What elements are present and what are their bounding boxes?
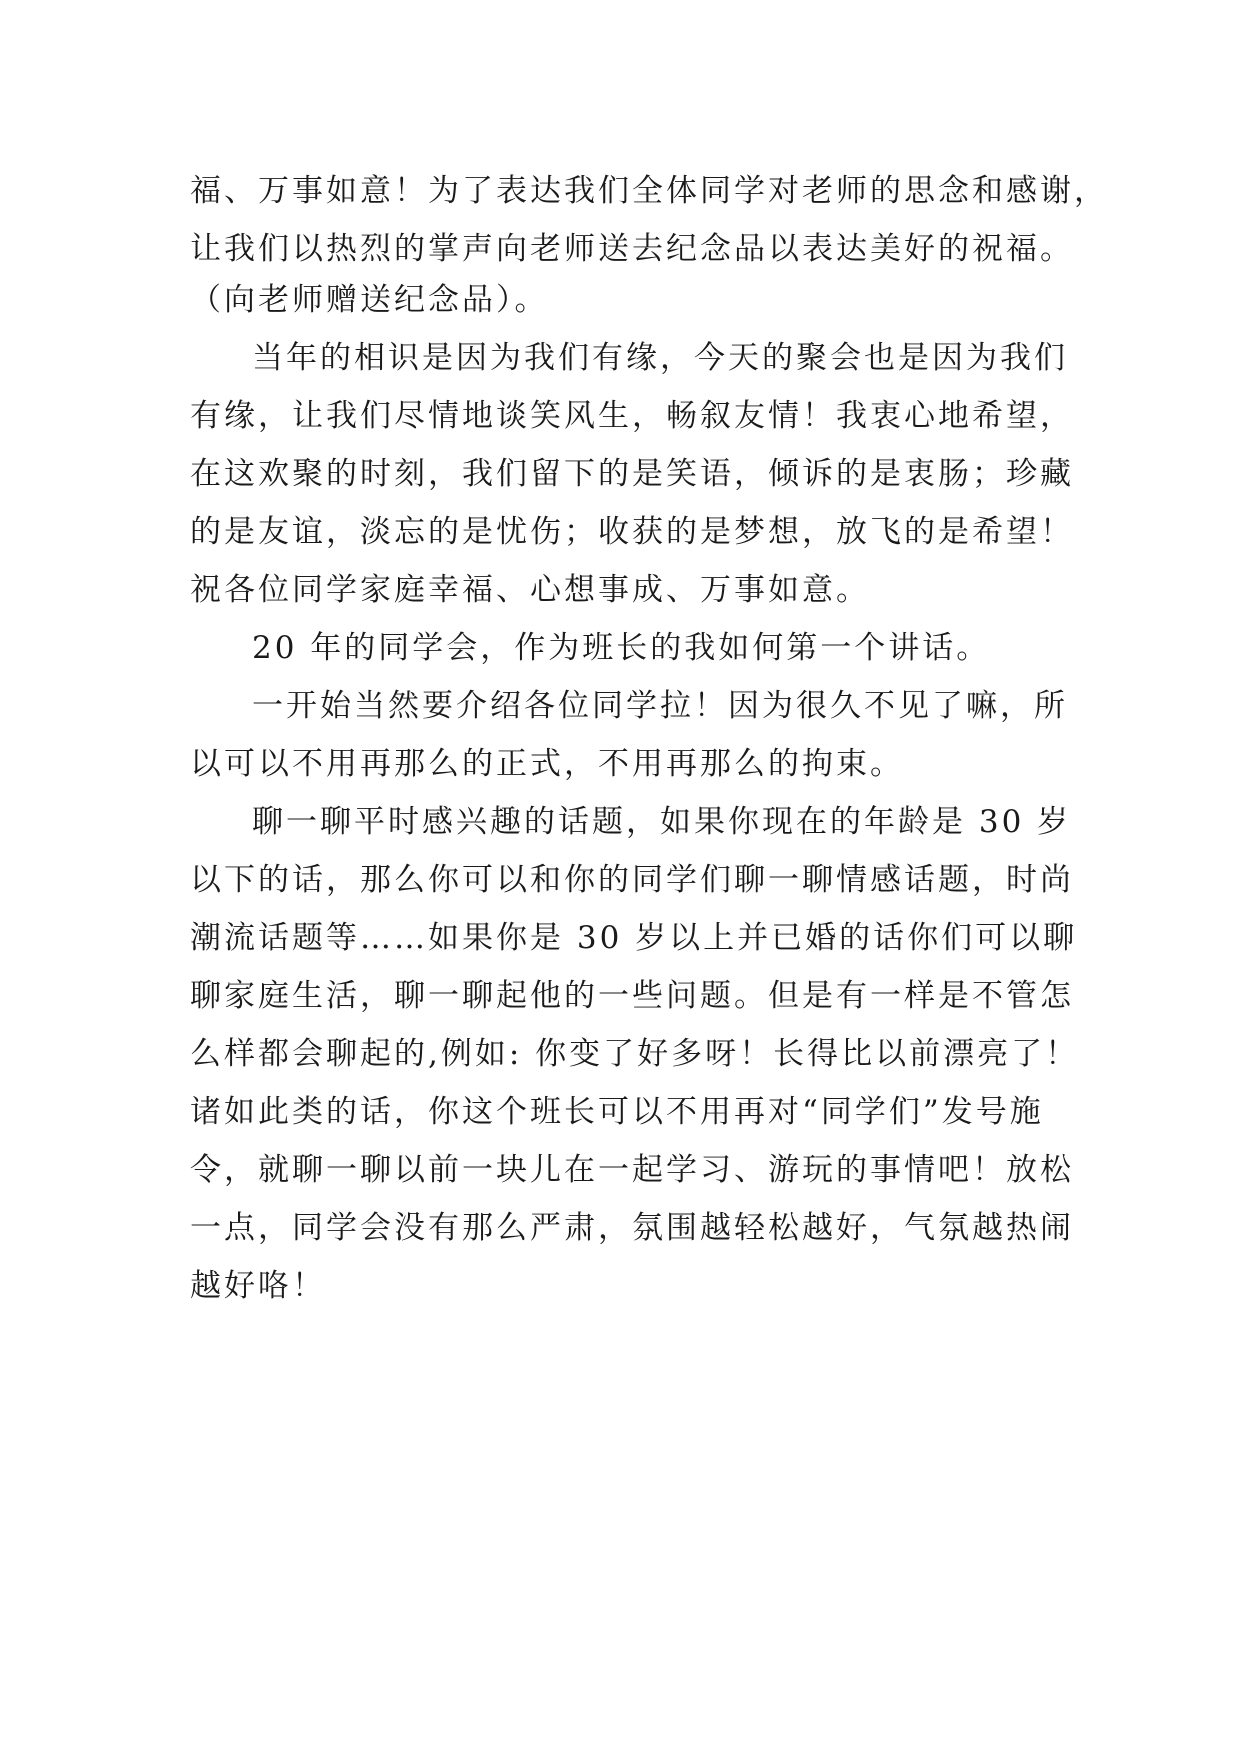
text-line: 么样都会聊起的,例如: 你变了好多呀！长得比以前漂亮了！ xyxy=(190,1036,1080,1072)
text-line: 让我们以热烈的掌声向老师送去纪念品以表达美好的祝福。 xyxy=(190,231,1074,267)
text-line: 在这欢聚的时刻，我们留下的是笑语，倾诉的是衷肠；珍藏 xyxy=(190,456,1074,492)
text-line: （向老师赠送纪念品）。 xyxy=(190,282,549,318)
text-line: 福、万事如意！为了表达我们全体同学对老师的思念和感谢， xyxy=(190,173,1108,209)
text-line: 潮流话题等……如果你是 30 岁以上并已婚的话你们可以聊 xyxy=(190,920,1078,956)
text-line: 以下的话，那么你可以和你的同学们聊一聊情感话题，时尚 xyxy=(190,862,1074,898)
text-line: 的是友谊，淡忘的是忧伤；收获的是梦想，放飞的是希望！ xyxy=(190,514,1074,550)
text-line: 聊家庭生活，聊一聊起他的一些问题。但是有一样是不管怎 xyxy=(190,978,1074,1014)
text-line: 聊一聊平时感兴趣的话题，如果你现在的年龄是 30 岁 xyxy=(252,804,1072,840)
text-line: 一点，同学会没有那么严肃，氛围越轻松越好，气氛越热闹 xyxy=(190,1210,1074,1246)
text-line: 祝各位同学家庭幸福、心想事成、万事如意。 xyxy=(190,572,870,608)
text-line: 有缘，让我们尽情地谈笑风生，畅叙友情！我衷心地希望， xyxy=(190,398,1074,434)
text-line: 以可以不用再那么的正式，不用再那么的拘束。 xyxy=(190,746,904,782)
text-line: 令，就聊一聊以前一块儿在一起学习、游玩的事情吧！放松 xyxy=(190,1152,1074,1188)
text-line: 一开始当然要介绍各位同学拉！因为很久不见了嘛，所 xyxy=(252,688,1068,724)
text-line: 20 年的同学会，作为班长的我如何第一个讲话。 xyxy=(252,630,991,666)
text-line: 当年的相识是因为我们有缘，今天的聚会也是因为我们 xyxy=(252,340,1068,376)
text-line: 诸如此类的话，你这个班长可以不用再对“同学们”发号施 xyxy=(190,1094,1044,1130)
text-line: 越好咯！ xyxy=(190,1268,326,1304)
